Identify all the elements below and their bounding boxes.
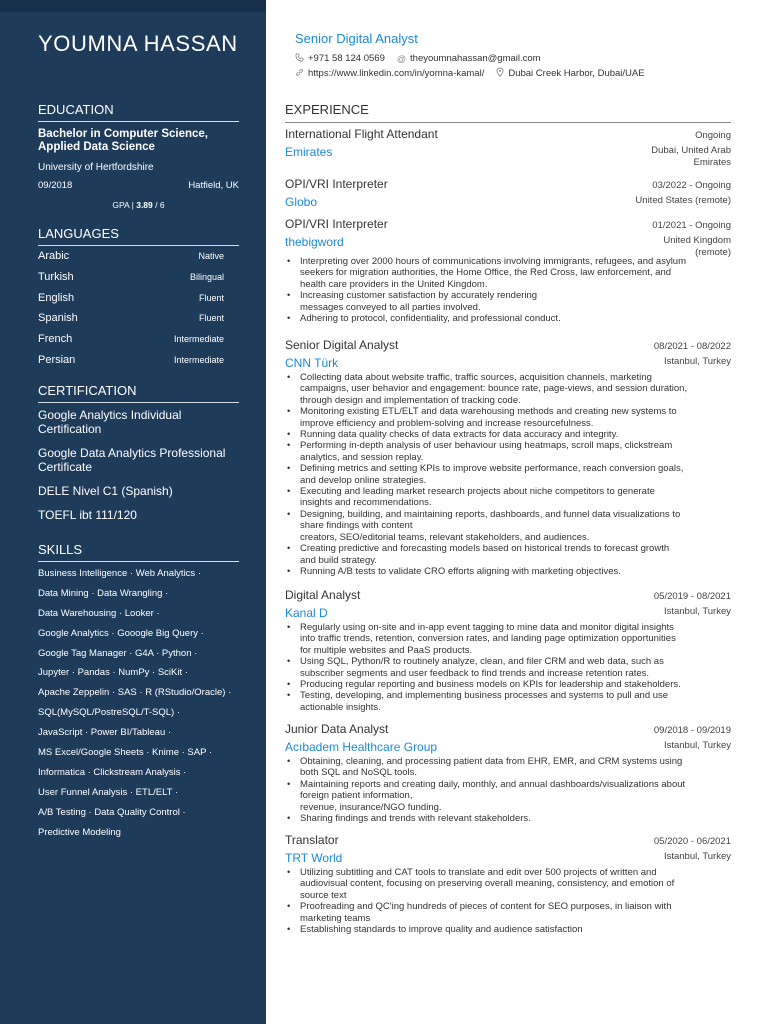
job-bullets: [285, 372, 731, 577]
job-location: Istanbul, Turkey: [663, 606, 731, 617]
job-title: Senior Digital Analyst: [285, 338, 399, 352]
skill-line: Jupyter · Pandas · NumPy · SciKit ·: [38, 667, 188, 679]
skill-line: Predictive Modeling: [38, 826, 121, 838]
company-name: Kanal D: [285, 606, 328, 620]
job-date: 08/2021 - 08/2022: [653, 341, 731, 352]
job-title: International Flight Attendant: [285, 127, 438, 141]
bullet-item: • Obtaining, cleaning, and processing patient data from EHR, EMR, and CRM systems using both SQL and NoSQL tools.: [285, 756, 731, 779]
language-item: Turkish Bilingual: [38, 270, 224, 283]
job-date: 01/2021 - Ongoing: [652, 220, 731, 231]
job-entry: [285, 588, 731, 713]
skill-line: Google Analytics · Gooogle Big Query ·: [38, 627, 204, 639]
bullet-item: • Maintaining reports and creating daily, monthly, and annual dashboards/visualizations about foreign patient information, revenue, insurance/NGO funding.: [285, 779, 731, 813]
experience-heading: EXPERIENCE: [285, 102, 731, 123]
location-text: Dubai Creek Harbor, Dubai/UAE: [508, 67, 645, 79]
gpa-value: 3.89: [136, 200, 153, 210]
candidate-name: YOUMNA HASSAN: [38, 31, 238, 56]
bullet-item: • Utilizing subtitling and CAT tools to translate and edit over 500 projects of written and audiovisual content, focusing on preserving overall meaning, consistency, and emotion of source text: [285, 867, 731, 901]
bullet-item: • Running data quality checks of data extracts for data accuracy and integrity.: [285, 429, 731, 440]
bullet-item: • Designing, building, and maintaining reports, dashboards, and funnel data visualizations to share findings with content creators, SEO/editorial teams, relevant stakeholders, and audiences.: [285, 509, 731, 543]
job-location: United Kingdom (remote): [663, 235, 731, 258]
job-date: 09/2018 - 09/2019: [653, 725, 731, 736]
education-heading: EDUCATION: [38, 102, 239, 122]
pin-icon: [496, 67, 504, 79]
bullet-item: • Defining metrics and setting KPIs to improve website performance, reach conversion goals, and develop online strategies.: [285, 463, 731, 486]
company-name: TRT World: [285, 851, 343, 865]
job-bullets: [285, 867, 731, 935]
company-name: Globo: [285, 195, 318, 209]
bullet-item: • Collecting data about website traffic, traffic sources, acquisition channels, marketing campaigns, user behavior and engagement: bounce rate, page-views, and session duration, through design and implementation of tracking code.: [285, 372, 731, 406]
job-bullets: [285, 256, 731, 324]
bullet-item: • Monitoring existing ETL/ELT and data warehousing methods and creating new systems to improve efficiency and problem-solving and increase resourcefulness.: [285, 406, 731, 429]
education-degree: Bachelor in Computer Science, Applied Data Science: [38, 128, 208, 153]
education-meta: [38, 180, 239, 191]
certification-item: Google Analytics Individual Certification: [38, 408, 182, 436]
job-location: Dubai, United Arab Emirates: [651, 145, 731, 168]
job-entry: [285, 833, 731, 935]
job-title: OPI/VRI Interpreter: [285, 217, 388, 231]
skill-line: A/B Testing · Data Quality Control ·: [38, 806, 186, 818]
languages-list: [38, 250, 224, 375]
job-title: Translator: [285, 833, 339, 847]
company-name: CNN Türk: [285, 356, 339, 370]
bullet-item: • Adhering to protocol, confidentiality, and professional conduct.: [285, 313, 731, 324]
job-entry: [285, 127, 731, 168]
education-gpa: GPA | 3.89 / 6: [112, 200, 165, 210]
job-title: Digital Analyst: [285, 588, 361, 602]
headline-title: Senior Digital Analyst: [295, 31, 418, 46]
skill-line: Data Mining · Data Wrangling ·: [38, 587, 169, 599]
certification-list: [38, 408, 248, 532]
language-item: Spanish Fluent: [38, 312, 224, 325]
bullet-item: • Sharing findings and trends with relevant stakeholders.: [285, 813, 731, 824]
education-date: 09/2018: [38, 180, 73, 191]
bullet-item: • Using SQL, Python/R to routinely analyze, clean, and filer CRM and web data, such as subscriber segments and user feedback to find trends and increase retention rates.: [285, 656, 731, 679]
job-entry: [285, 177, 731, 209]
bullet-item: • Regularly using on-site and in-app event tagging to mine data and monitor digital insights into traffic trends, retention, conversion rates, and landing page optimization opportunities for multiple websites and PaaS products.: [285, 622, 731, 656]
certification-heading: CERTIFICATION: [38, 383, 239, 403]
education-location: Hatfield, UK: [188, 180, 239, 191]
bullet-item: • Proofreading and QC'ing hundreds of pieces of content for SEO purposes, in liaison with marketing teams: [285, 901, 731, 924]
sidebar-top-strip: [0, 0, 266, 12]
bullet-item: • Testing, developing, and implementing business processes and systems to pull and use actionable insights.: [285, 690, 731, 713]
language-item: Arabic Native: [38, 250, 224, 262]
certification-item: TOEFL ibt 111/120: [38, 508, 137, 522]
bullet-item: • Establishing standards to improve quality and audience satisfaction: [285, 924, 731, 935]
job-location: Istanbul, Turkey: [663, 356, 731, 367]
skill-line: Business Intelligence · Web Analytics ·: [38, 568, 201, 579]
skill-line: JavaScript · Power BI/Tableau ·: [38, 727, 172, 739]
email-text[interactable]: theyoumnahassan@gmail.com: [410, 53, 541, 64]
job-entry: [285, 338, 731, 577]
skill-line: Apache Zeppelin · SAS · R (RStudio/Oracle) ·: [38, 687, 232, 699]
contact-row-1: [295, 53, 541, 64]
skills-heading: SKILLS: [38, 542, 239, 562]
skill-line: MS Excel/Google Sheets · Knime · SAP ·: [38, 747, 213, 759]
job-title: OPI/VRI Interpreter: [285, 177, 388, 191]
education-school: University of Hertfordshire: [38, 162, 154, 173]
at-icon: @: [396, 53, 407, 64]
company-name: Acıbadem Healthcare Group: [285, 740, 438, 754]
job-date: Ongoing: [695, 130, 731, 141]
bullet-item: • Increasing customer satisfaction by accurately rendering messages conveyed to all parties involved.: [285, 290, 731, 313]
bullet-item: • Producing regular reporting and business models on KPIs for leadership and stakeholders.: [285, 679, 731, 690]
job-date: 03/2022 - Ongoing: [652, 180, 731, 191]
skill-line: Google Tag Manager · G4A · Python ·: [38, 647, 198, 659]
job-entry: [285, 722, 731, 824]
bullet-item: • Running A/B tests to validate CRO efforts aligning with marketing objectives.: [285, 566, 731, 577]
skill-line: User Funnel Analysis · ETL/ELT ·: [38, 786, 179, 798]
job-bullets: [285, 622, 731, 713]
skill-line: SQL(MySQL/PostreSQL/T-SQL) ·: [38, 707, 181, 719]
job-entry: [285, 217, 731, 324]
job-date: 05/2020 - 06/2021: [653, 836, 731, 847]
language-item: French Intermediate: [38, 333, 224, 346]
company-name: thebigword: [285, 235, 344, 249]
skill-line: Data Warehousing · Looker ·: [38, 607, 160, 619]
company-name: Emirates: [285, 145, 333, 159]
certification-item: Google Data Analytics Professional Certificate: [38, 446, 226, 474]
certification-item: DELE Nivel C1 (Spanish): [38, 484, 173, 498]
skill-line: Informatica · Clickstream Analysis ·: [38, 766, 187, 778]
bullet-item: • Interpreting over 2000 hours of communications involving immigrants, refugees, and asylum seekers for migration authorities, the Home Office, the Red Cross, law enforcement, and health care providers in the United Kingdom.: [285, 256, 731, 290]
phone-text[interactable]: +971 58 124 0569: [308, 53, 385, 64]
bullet-item: • Executing and leading market research projects about niche competitors to generate insights and recommendations.: [285, 486, 731, 509]
job-title: Junior Data Analyst: [285, 722, 389, 736]
sidebar: [0, 0, 266, 1024]
language-item: English Fluent: [38, 291, 224, 304]
skills-list: [38, 567, 253, 845]
job-location: Istanbul, Turkey: [663, 851, 731, 862]
job-bullets: [285, 756, 731, 824]
job-location: United States (remote): [635, 195, 731, 206]
bullet-item: • Performing in-depth analysis of user behaviour using heatmaps, scroll maps, clickstream analytics, and session replay.: [285, 440, 731, 463]
linkedin-link[interactable]: https://www.linkedin.com/in/yomna-kamal/: [308, 67, 485, 79]
languages-heading: LANGUAGES: [38, 226, 239, 246]
job-location: Istanbul, Turkey: [663, 740, 731, 751]
link-icon: [295, 68, 304, 79]
language-item: Persian Intermediate: [38, 353, 224, 366]
bullet-item: • Creating predictive and forecasting models based on historical trends to forecast growth and build strategy.: [285, 543, 731, 566]
contact-row-2: [295, 67, 645, 79]
job-date: 05/2019 - 08/2021: [653, 591, 731, 602]
phone-icon: [295, 53, 304, 64]
